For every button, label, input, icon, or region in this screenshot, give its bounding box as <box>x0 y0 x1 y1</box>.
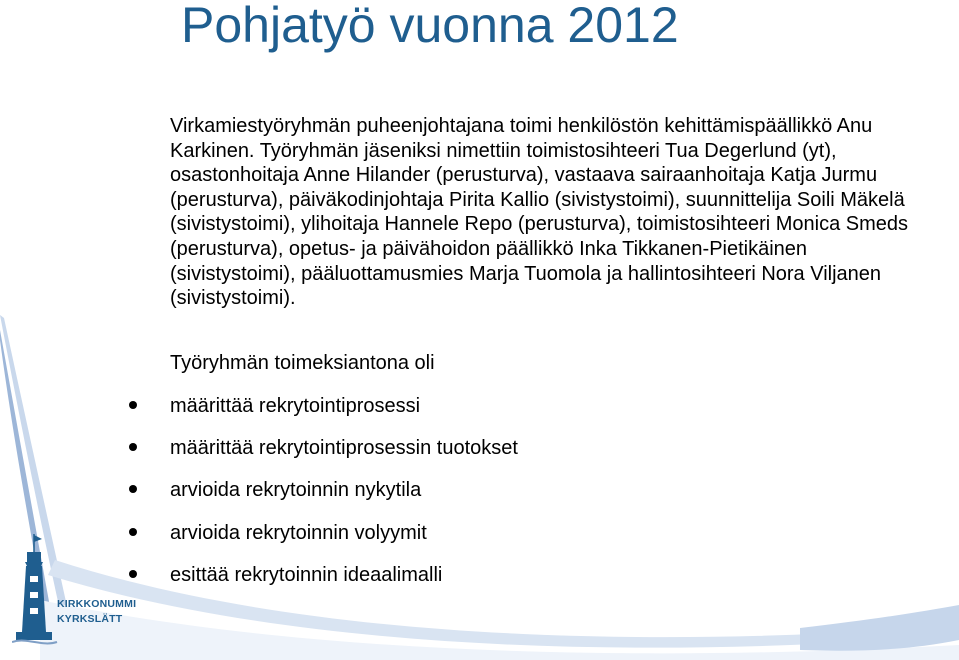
intro-paragraph: Virkamiestyöryhmän puheenjohtajana toimi henkilöstön kehittämispäällikkö Anu Karkinen. Työryhmän jäseniksi nimettiin toimistosihteeri Tua Degerlund (yt), osastonhoitaja Anne Hilander (perusturva), vastaava sairaanhoitaja Katja Jurmu (perusturva), päiväkodinjohtaja Pirita Kallio (sivistystoimi), suunnittelija Soili Mäkelä (sivistystoimi), ylihoitaja Hannele Repo (perusturva), toimistosihteeri Monica Smeds (perusturva), opetus- ja päivähoidon päällikkö Inka Tikkanen-Pietikäinen (sivistystoimi), pääluottamusmies Marja Tuomola ja hallintosihteeri Nora Viljanen (sivistystoimi). <box>170 115 909 310</box>
list-item-text: määrittää rekrytointiprosessi <box>170 395 421 417</box>
list-item-text: määrittää rekrytointiprosessin tuotokset <box>170 437 518 459</box>
list-item <box>129 520 427 546</box>
tasks-heading: Työryhmän toimeksiantona oli <box>170 352 435 374</box>
logo-name-sv: KYRKSLÄTT <box>57 613 123 625</box>
slide-title: Pohjatyö vuonna 2012 <box>181 0 679 53</box>
list-item-text: esittää rekrytoinnin ideaalimalli <box>170 564 443 586</box>
lighthouse-logo-icon <box>12 532 132 652</box>
bullet-icon <box>129 443 137 451</box>
logo-name-fi: KIRKKONUMMI <box>57 598 137 610</box>
list-item-text: arvioida rekrytoinnin volyymit <box>170 522 427 544</box>
list-item <box>129 435 518 461</box>
list-item <box>129 477 421 503</box>
list-item <box>129 562 442 588</box>
bullet-icon <box>129 485 137 493</box>
list-item-text: arvioida rekrytoinnin nykytila <box>170 479 422 501</box>
bullet-icon <box>129 401 137 409</box>
list-item <box>129 393 420 419</box>
